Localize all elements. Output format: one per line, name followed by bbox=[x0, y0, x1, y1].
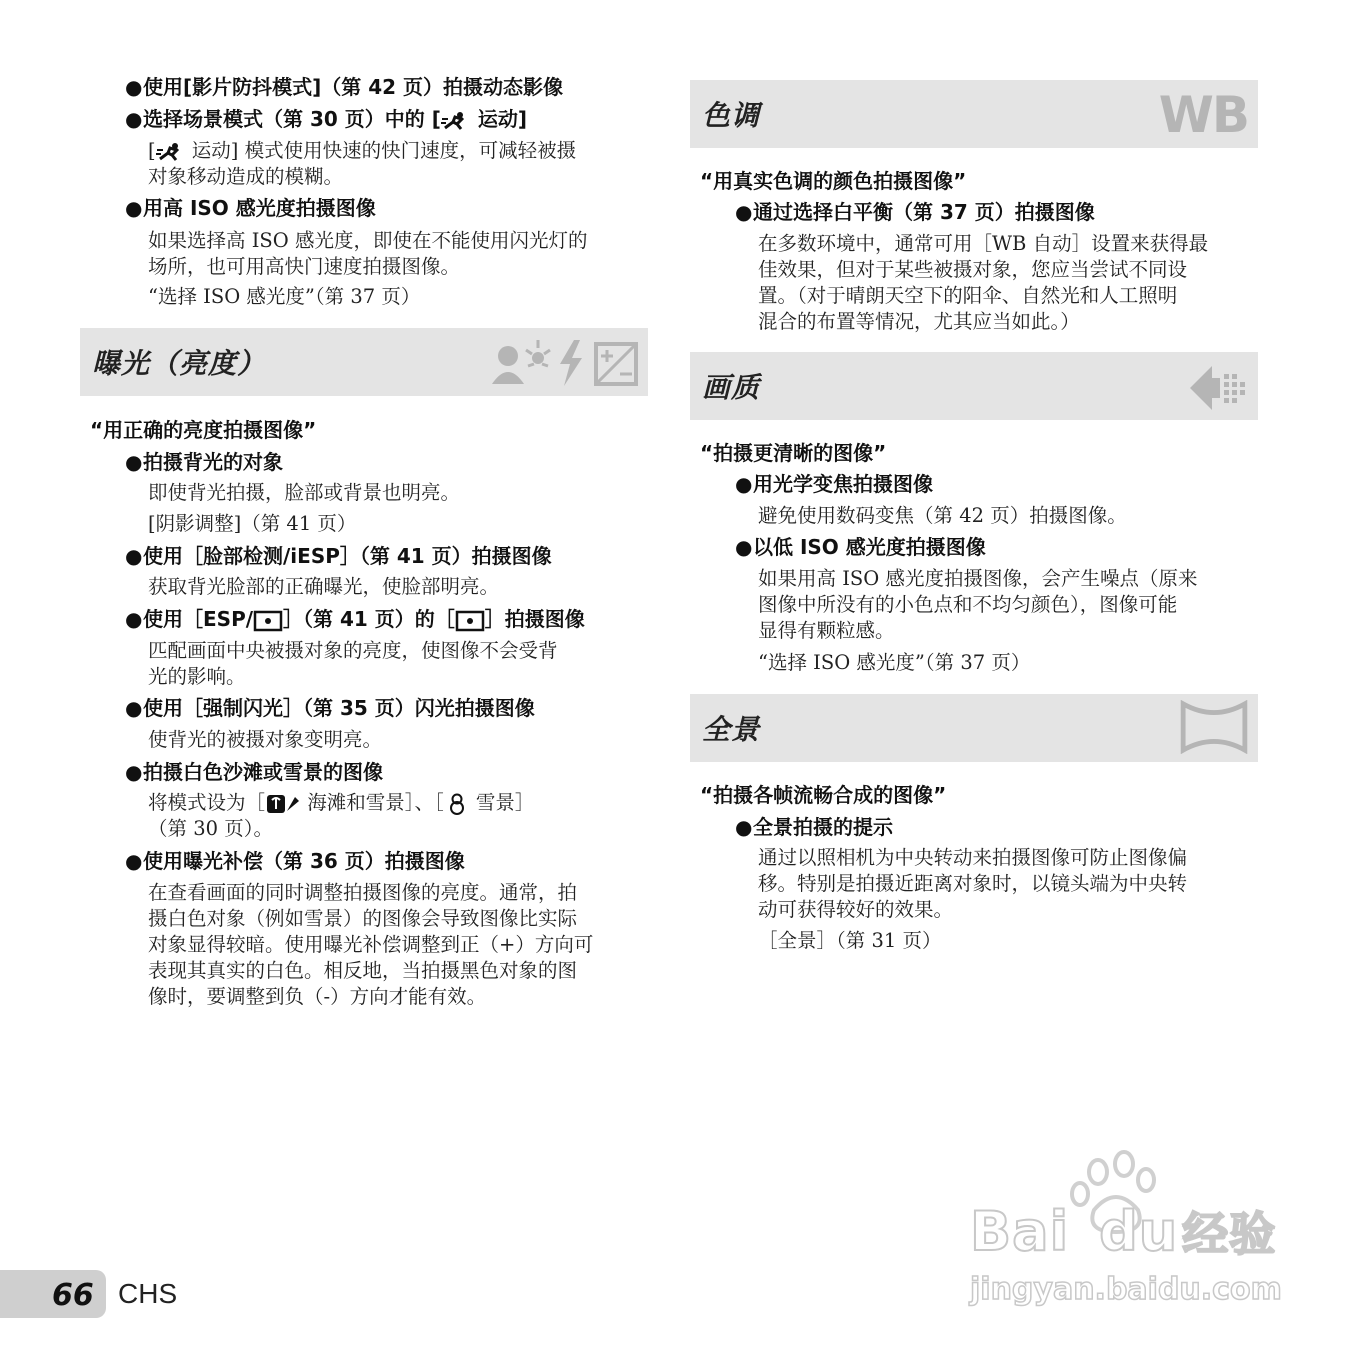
bullet-text-mid: ］（第 41 页）的［ bbox=[283, 607, 455, 631]
body-text: 在查看画面的同时调整拍摄图像的亮度。通常，拍 bbox=[148, 881, 578, 904]
body-text: （第 30 页）。 bbox=[148, 817, 273, 840]
bullet-text: 以低 ISO 感光度拍摄图像 bbox=[753, 535, 986, 559]
bullet-item bbox=[125, 695, 535, 721]
bullet-item bbox=[735, 814, 893, 840]
body-text: 匹配画面中央被摄对象的亮度，使图像不会受背 bbox=[148, 639, 558, 662]
bullet-text: 使用［ESP/ bbox=[143, 607, 254, 631]
body-text: 动可获得较好的效果。 bbox=[758, 898, 954, 921]
bullet-item bbox=[735, 534, 986, 560]
reference-text: ［全景］（第 31 页） bbox=[758, 929, 942, 952]
watermark-brand-bai: Bai bbox=[970, 1200, 1070, 1263]
exposure-icons bbox=[486, 336, 642, 390]
bullet-text: 拍摄背光的对象 bbox=[143, 450, 283, 474]
bullet-dot: ● bbox=[125, 75, 143, 99]
bullet-text-end: ］拍摄图像 bbox=[484, 607, 585, 631]
reference-text: [阴影调整]（第 41 页） bbox=[148, 512, 357, 535]
bullet-item bbox=[125, 606, 585, 632]
bullet-text: 拍摄白色沙滩或雪景的图像 bbox=[143, 760, 383, 784]
body-text: 像时，要调整到负（-）方向才能有效。 bbox=[148, 985, 487, 1008]
body-text: 图像中所没有的小色点和不均匀颜色），图像可能 bbox=[758, 593, 1178, 616]
section-title: 全景 bbox=[702, 713, 761, 746]
bullet-dot: ● bbox=[125, 544, 143, 568]
body-text: 场所，也可用高快门速度拍摄图像。 bbox=[148, 255, 461, 278]
section-header-quality bbox=[690, 352, 1258, 420]
section-title: 色调 bbox=[702, 99, 761, 132]
bullet-dot: ● bbox=[125, 107, 143, 131]
section-quote: “拍摄更清晰的图像” bbox=[700, 441, 887, 465]
bullet-dot: ● bbox=[125, 607, 143, 631]
beach-snow-icon bbox=[265, 793, 301, 815]
body-text: 混合的布置等情况，尤其应当如此。） bbox=[758, 310, 1080, 333]
page-number: 66 bbox=[52, 1278, 94, 1313]
bullet-item bbox=[125, 195, 376, 221]
wb-icon: WB bbox=[1158, 86, 1248, 144]
watermark-brand bbox=[970, 1198, 1276, 1264]
body-text-start: 将模式设为［ bbox=[148, 791, 266, 814]
section-header-panorama bbox=[690, 694, 1258, 762]
section-title: 画质 bbox=[702, 371, 761, 404]
watermark-suffix: 经验 bbox=[1182, 1207, 1277, 1261]
image-quality-icon bbox=[1186, 360, 1250, 414]
body-text-end: 雪景］ bbox=[469, 791, 535, 814]
body-text: 显得有颗粒感。 bbox=[758, 619, 895, 642]
bullet-dot: ● bbox=[125, 696, 143, 720]
sport-mode-icon bbox=[441, 111, 471, 131]
bullet-item bbox=[125, 449, 283, 475]
body-text: 在多数环境中，通常可用［WB 自动］设置来获得最 bbox=[758, 232, 1209, 255]
bullet-text: 用光学变焦拍摄图像 bbox=[753, 472, 933, 496]
body-text: 对象移动造成的模糊。 bbox=[148, 165, 344, 188]
bullet-dot: ● bbox=[735, 472, 753, 496]
bullet-text: 使用［脸部检测/iESP］（第 41 页）拍摄图像 bbox=[143, 544, 552, 568]
body-text: 对象显得较暗。使用曝光补偿调整到正（+）方向可 bbox=[148, 933, 594, 956]
snow-scene-icon bbox=[444, 793, 470, 815]
bullet-text-end: 运动] bbox=[470, 107, 527, 131]
language-code: CHS bbox=[118, 1278, 178, 1309]
bullet-item bbox=[125, 543, 552, 569]
body-text: 佳效果，但对于某些被摄对象，您应当尝试不同设 bbox=[758, 258, 1188, 281]
body-text: 表现其真实的白色。相反地，当拍摄黑色对象的图 bbox=[148, 959, 578, 982]
section-quote: “用正确的亮度拍摄图像” bbox=[90, 418, 317, 442]
body-text-end: 运动] 模式使用快速的快门速度，可减轻被摄 bbox=[185, 139, 577, 162]
body-text: 使背光的被摄对象变明亮。 bbox=[148, 728, 383, 751]
body-text bbox=[148, 138, 576, 164]
section-quote: “用真实色调的颜色拍摄图像” bbox=[700, 169, 967, 193]
reference-text: “选择 ISO 感光度”（第 37 页） bbox=[148, 285, 421, 308]
bullet-text: 使用［强制闪光］（第 35 页）闪光拍摄图像 bbox=[143, 696, 535, 720]
body-text: 如果选择高 ISO 感光度，即使在不能使用闪光灯的 bbox=[148, 229, 588, 252]
spot-metering-icon bbox=[455, 610, 485, 632]
reference-text: “选择 ISO 感光度”（第 37 页） bbox=[758, 651, 1031, 674]
bullet-item bbox=[125, 106, 527, 132]
body-text: 摄白色对象（例如雪景）的图像会导致图像比实际 bbox=[148, 907, 578, 930]
baidu-jingyan-watermark bbox=[960, 1150, 1300, 1320]
body-text: 获取背光脸部的正确曝光，使脸部明亮。 bbox=[148, 575, 500, 598]
body-text: 如果用高 ISO 感光度拍摄图像，会产生噪点（原来 bbox=[758, 567, 1198, 590]
bullet-dot: ● bbox=[735, 815, 753, 839]
body-text-mid: 海滩和雪景］、［ bbox=[301, 791, 444, 814]
body-text: 光的影响。 bbox=[148, 665, 246, 688]
bullet-item bbox=[125, 759, 383, 785]
bullet-text: 用高 ISO 感光度拍摄图像 bbox=[143, 196, 376, 220]
panorama-icon bbox=[1178, 700, 1250, 754]
body-text: 避免使用数码变焦（第 42 页）拍摄图像。 bbox=[758, 504, 1127, 527]
bullet-dot: ● bbox=[735, 200, 753, 224]
bullet-text: 通过选择白平衡（第 37 页）拍摄图像 bbox=[753, 200, 1095, 224]
spot-metering-icon bbox=[253, 610, 283, 632]
bullet-item bbox=[735, 199, 1095, 225]
body-text: 通过以照相机为中央转动来拍摄图像可防止图像偏 bbox=[758, 846, 1188, 869]
bullet-dot: ● bbox=[125, 760, 143, 784]
section-title: 曝光（亮度） bbox=[92, 347, 267, 380]
bullet-text: 选择场景模式（第 30 页）中的 [ bbox=[143, 107, 441, 131]
section-quote: “拍摄各帧流畅合成的图像” bbox=[700, 783, 947, 807]
bullet-item bbox=[125, 74, 563, 100]
bullet-text: 使用[影片防抖模式]（第 42 页）拍摄动态影像 bbox=[143, 75, 564, 99]
bullet-item bbox=[735, 471, 933, 497]
bullet-dot: ● bbox=[735, 535, 753, 559]
bullet-dot: ● bbox=[125, 196, 143, 220]
bullet-dot: ● bbox=[125, 849, 143, 873]
body-text: 即使背光拍摄，脸部或背景也明亮。 bbox=[148, 481, 461, 504]
section-header-exposure bbox=[80, 328, 648, 396]
bullet-dot: ● bbox=[125, 450, 143, 474]
body-text: 置。（对于晴朗天空下的阳伞、自然光和人工照明 bbox=[758, 284, 1178, 307]
body-text-start: [ bbox=[148, 139, 156, 162]
bullet-text: 使用曝光补偿（第 36 页）拍摄图像 bbox=[143, 849, 465, 873]
watermark-url: jingyan.baidu.com bbox=[970, 1272, 1282, 1307]
bullet-item bbox=[125, 848, 465, 874]
body-text: 移。特别是拍摄近距离对象时，以镜头端为中央转 bbox=[758, 872, 1188, 895]
sport-mode-icon bbox=[156, 142, 186, 162]
watermark-brand-du: du bbox=[1099, 1200, 1179, 1263]
body-text bbox=[148, 790, 534, 816]
bullet-text: 全景拍摄的提示 bbox=[753, 815, 893, 839]
section-header-tone bbox=[690, 80, 1258, 148]
